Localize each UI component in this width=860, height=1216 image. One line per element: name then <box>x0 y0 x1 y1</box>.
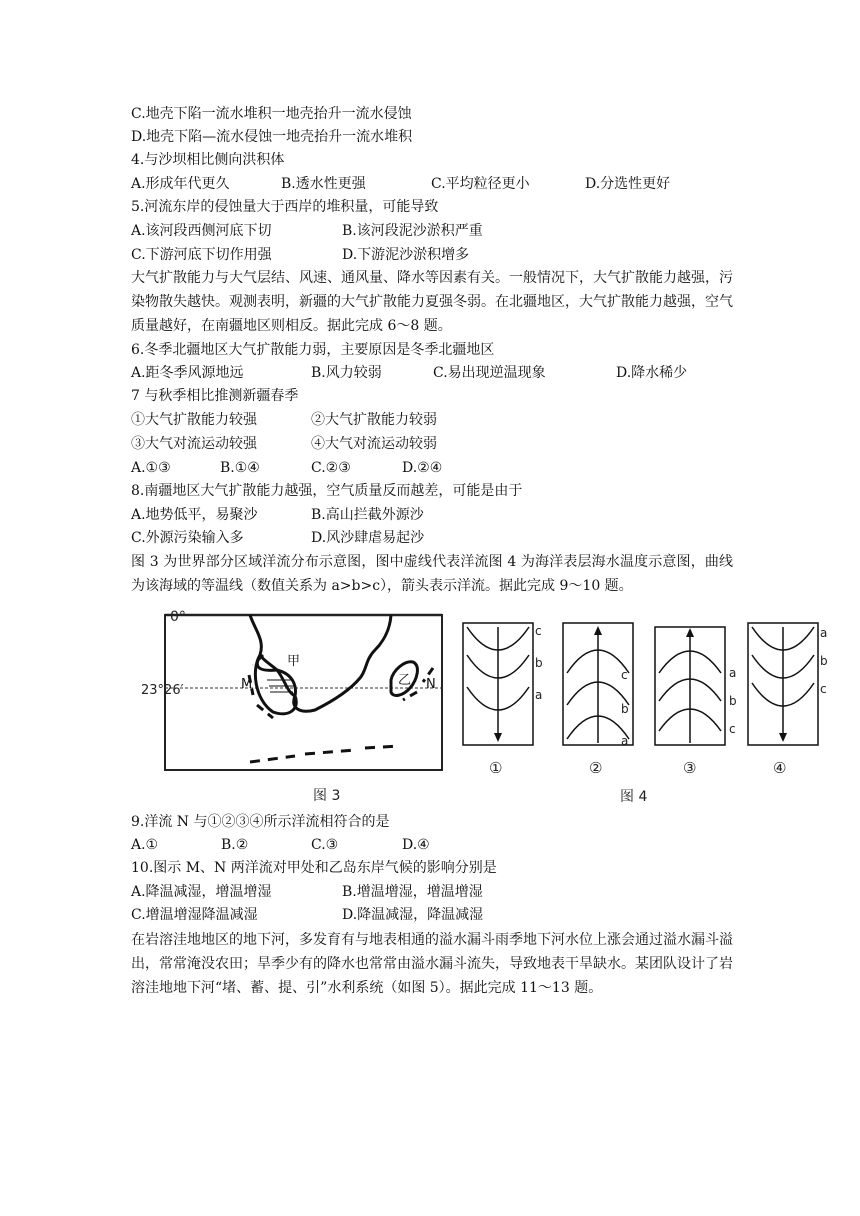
southern-current <box>250 746 400 762</box>
panel-number: ① <box>489 759 503 777</box>
q9-option-c: C.③ <box>311 837 339 853</box>
label-n: N <box>426 677 436 692</box>
q10-option-d: D.降温减湿，降温减湿 <box>342 907 484 923</box>
q7-option-b: B.①④ <box>220 460 260 476</box>
q4-stem: 4.与沙坝相比侧向洪积体 <box>131 152 285 168</box>
arrow-up-icon <box>686 628 694 637</box>
q7-item-2: ②大气扩散能力较弱 <box>311 412 437 428</box>
arrow-down-icon <box>779 733 787 742</box>
q7-stem: 7 与秋季相比推测新疆春季 <box>131 388 299 404</box>
q6-option-a: A.距冬季风源地远 <box>131 365 244 381</box>
isotherm-label: c <box>535 624 542 638</box>
q10-option-b: B.增温增湿，增温增湿 <box>342 884 483 900</box>
q9-stem: 9.洋流 N 与①②③④所示洋流相符合的是 <box>131 814 390 830</box>
q5-option-a: A.该河段西侧河底下切 <box>131 223 272 239</box>
q6-option-b: B.风力较弱 <box>311 365 382 381</box>
isotherm-label: c <box>729 722 736 736</box>
q4-option-b: B.透水性更强 <box>281 176 366 192</box>
q3-option-d: D.地壳下陷—流水侵蚀一地壳抬升一流水堆积 <box>131 129 413 145</box>
label-m: M <box>241 677 253 692</box>
label-jia: 甲 <box>287 654 301 669</box>
isotherm-label: b <box>729 694 737 708</box>
figure-4-caption: 图 4 <box>620 789 648 805</box>
q5-option-b: B.该河段泥沙淤积严重 <box>342 223 483 239</box>
panel-2 <box>563 623 633 777</box>
isotherm-label: a <box>535 688 543 702</box>
q7-option-a: A.①③ <box>131 460 171 476</box>
isotherm-label: b <box>621 702 629 716</box>
q8-option-b: B.高山拦截外源沙 <box>311 507 424 523</box>
panel-number: ② <box>589 759 603 777</box>
q8-option-d: D.风沙肆虐易起沙 <box>311 530 425 546</box>
q6-stem: 6.冬季北疆地区大气扩散能力弱，主要原因是冬季北疆地区 <box>131 342 495 358</box>
q4-option-d: D.分选性更好 <box>585 176 671 192</box>
q4-option-a: A.形成年代更久 <box>131 176 230 192</box>
intro-6-8: 大气扩散能力与大气层结、风速、通风量、降水等因素有关。一般情况下，大气扩散能力越强，污染物散失越快。观测表明，新疆的大气扩散能力夏强冬弱。在北疆地区，大气扩散能力越强，空气质量越好，在南疆地区则相反。据此完成 6～8 题。 <box>131 270 733 334</box>
isotherm-label: c <box>820 682 827 696</box>
isotherm-label: a <box>729 666 737 680</box>
isotherm-label: b <box>820 654 828 668</box>
q8-option-a: A.地势低平，易聚沙 <box>131 507 258 523</box>
panel-3 <box>655 627 737 777</box>
q10-option-a: A.降温减湿，增温增湿 <box>131 884 272 900</box>
q9-option-b: B.② <box>221 837 249 853</box>
label-yi: 乙 <box>398 673 412 688</box>
arrow-down-icon <box>494 733 502 742</box>
q10-option-c: C.增温增湿降温减湿 <box>131 907 258 923</box>
q7-item-1: ①大气扩散能力较强 <box>131 412 257 428</box>
arrow-up-icon <box>594 626 602 635</box>
figure-4-isotherms <box>455 615 855 810</box>
q3-option-c: C.地壳下陷一流水堆积一地壳抬升一流水侵蚀 <box>131 106 412 122</box>
q4-option-c: C.平均粒径更小 <box>431 176 530 192</box>
isotherm-label: b <box>535 656 543 670</box>
q5-stem: 5.河流东岸的侵蚀量大于西岸的堆积量，可能导致 <box>131 199 439 215</box>
panel-number: ③ <box>683 759 697 777</box>
q6-option-c: C.易出现逆温现象 <box>433 365 546 381</box>
q8-option-c: C.外源污染输入多 <box>131 530 244 546</box>
q9-option-a: A.① <box>131 837 159 853</box>
intro-11-13: 在岩溶洼地地区的地下河，多发育有与地表相通的溢水漏斗雨季地下河水位上涨会通过溢水漏斗溢出，常常淹没农田；旱季少有的降水也常常由溢水漏斗流失，导致地表干旱缺水。某团队设计了岩溶洼地地下河“堵、蓄、提、引”水利系统（如图 5）。据此完成 11～13 题。 <box>131 932 733 996</box>
intro-9-10: 图 3 为世界部分区域洋流分布示意图，图中虚线代表洋流图 4 为海洋表层海水温度示意图，曲线为该海域的等温线（数值关系为 a>b>c），箭头表示洋流。据此完成 9～10 题。 <box>131 554 733 594</box>
panel-4 <box>748 623 828 777</box>
q7-option-c: C.②③ <box>311 460 351 476</box>
isotherm-label: a <box>820 626 828 640</box>
q10-stem: 10.图示 M、N 两洋流对甲处和乙岛东岸气候的影响分别是 <box>131 860 497 876</box>
isotherm-label: a <box>621 734 629 748</box>
figure-3-map <box>141 600 450 810</box>
q9-option-d: D.④ <box>402 837 430 853</box>
q8-stem: 8.南疆地区大气扩散能力越强，空气质量反而越差，可能是由于 <box>131 483 523 499</box>
isotherm-label: c <box>621 668 628 682</box>
q7-item-3: ③大气对流运动较强 <box>131 436 257 452</box>
q6-option-d: D.降水稀少 <box>616 365 688 381</box>
continent-coast <box>250 615 391 711</box>
q5-option-c: C.下游河底下切作用强 <box>131 247 272 263</box>
panel-1 <box>463 623 543 777</box>
q7-item-4: ④大气对流运动较弱 <box>311 436 437 452</box>
map-frame <box>165 615 442 770</box>
q5-option-d: D.下游泥沙淤积增多 <box>342 247 470 263</box>
panel-number: ④ <box>773 759 787 777</box>
q7-option-d: D.②④ <box>402 460 443 476</box>
equator-label: 0° <box>170 609 186 625</box>
figure-3-caption: 图 3 <box>313 788 341 804</box>
tropic-label: 23°26′ <box>141 683 184 698</box>
